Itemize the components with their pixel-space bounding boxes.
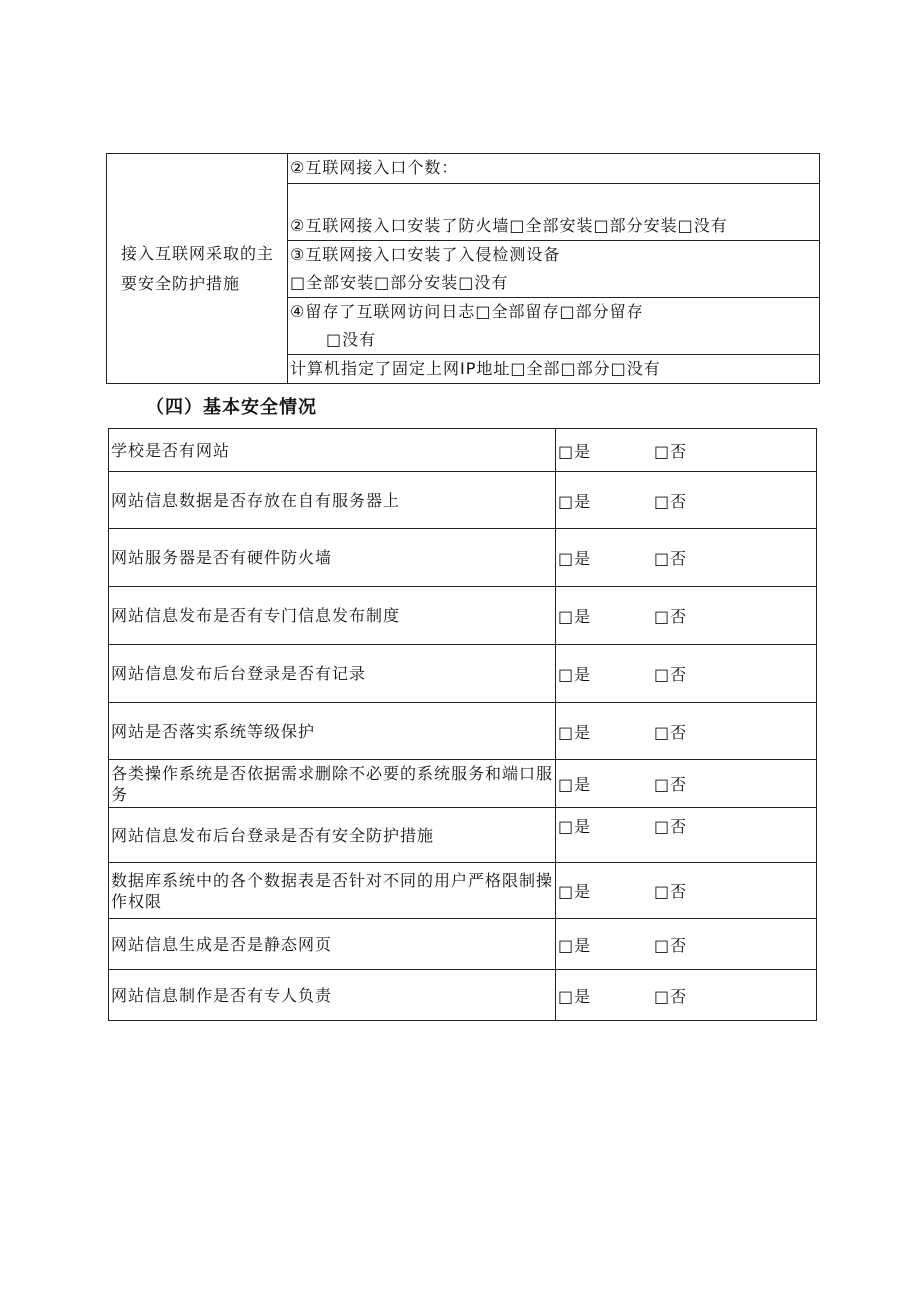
yes-option[interactable]: □是	[558, 986, 592, 1006]
question-cell: 网站信息数据是否存放在自有服务器上	[109, 472, 556, 529]
no-option[interactable]: □否	[654, 986, 688, 1006]
table-row	[109, 587, 817, 645]
ids-text: ③互联网接入口安装了入侵检测设备	[290, 245, 561, 264]
question-cell: 网站信息发布后台登录是否有记录	[109, 645, 556, 703]
yes-option[interactable]: □是	[558, 665, 592, 684]
blank-line	[288, 184, 819, 212]
answer-cell	[556, 429, 817, 472]
table-row	[109, 970, 817, 1021]
table-row	[109, 808, 817, 863]
answer-cell	[556, 970, 817, 1021]
table-row	[109, 472, 817, 529]
table-row	[109, 863, 817, 919]
measure-row-5	[288, 355, 820, 384]
no-option[interactable]: □否	[654, 549, 688, 568]
answer-cell	[556, 587, 817, 645]
yes-option[interactable]: □是	[558, 935, 592, 955]
no-option[interactable]: □否	[654, 775, 688, 794]
table-row	[109, 703, 817, 760]
no-option[interactable]: □否	[654, 491, 688, 511]
answer-cell	[556, 703, 817, 760]
table-row	[109, 919, 817, 970]
no-option[interactable]: □否	[654, 441, 688, 461]
yes-option[interactable]: □是	[558, 607, 592, 626]
yes-option[interactable]: □是	[558, 549, 592, 568]
yes-option[interactable]: □是	[558, 882, 592, 901]
question-cell: 网站是否落实系统等级保护	[109, 703, 556, 760]
question-cell: 网站信息生成是否是静态网页	[109, 919, 556, 970]
internet-security-table	[106, 153, 820, 384]
table-row	[109, 529, 817, 587]
answer-cell	[556, 645, 817, 703]
answer-cell	[556, 808, 817, 863]
answer-cell	[556, 760, 817, 808]
table-row	[109, 760, 817, 808]
question-cell: 各类操作系统是否依据需求删除不必要的系统服务和端口服务	[109, 760, 556, 808]
log-text: ④留存了互联网访问日志□全部留存□部分留存	[290, 302, 644, 321]
firewall-text: ②互联网接入口安装了防火墙□全部安装□部分安装□没有	[290, 216, 728, 235]
measures-label: 接入互联网采取的主要安全防护措施	[107, 154, 288, 384]
ids-options-text: □全部安装□部分安装□没有	[290, 273, 509, 292]
yes-option[interactable]: □是	[558, 817, 592, 836]
yes-option[interactable]: □是	[558, 722, 592, 742]
log-none-text: □没有	[326, 330, 377, 349]
question-cell: 网站信息制作是否有专人负责	[109, 970, 556, 1021]
basic-security-table	[108, 428, 817, 1021]
no-option[interactable]: □否	[654, 722, 688, 742]
fixed-ip-text: 计算机指定了固定上网IP地址□全部□部分□没有	[290, 359, 661, 378]
no-option[interactable]: □否	[654, 665, 688, 684]
no-option[interactable]: □否	[654, 935, 688, 955]
access-count-text: ②互联网接入口个数：	[290, 158, 459, 177]
yes-option[interactable]: □是	[558, 441, 592, 461]
question-cell: 网站服务器是否有硬件防火墙	[109, 529, 556, 587]
question-cell: 数据库系统中的各个数据表是否针对不同的用户严格限制操作权限	[109, 863, 556, 919]
no-option[interactable]: □否	[654, 607, 688, 626]
yes-option[interactable]: □是	[558, 775, 592, 794]
no-option[interactable]: □否	[654, 882, 688, 901]
question-cell: 网站信息发布是否有专门信息发布制度	[109, 587, 556, 645]
section-heading: （四）基本安全情况	[146, 397, 317, 418]
measure-row-1	[288, 154, 820, 184]
no-option[interactable]: □否	[654, 817, 688, 836]
question-cell: 网站信息发布后台登录是否有安全防护措施	[109, 808, 556, 863]
table-row	[109, 429, 817, 472]
yes-option[interactable]: □是	[558, 491, 592, 511]
question-cell: 学校是否有网站	[109, 429, 556, 472]
measure-row-3	[288, 241, 820, 298]
answer-cell	[556, 863, 817, 919]
answer-cell	[556, 529, 817, 587]
table-row	[109, 645, 817, 703]
answer-cell	[556, 919, 817, 970]
measure-row-2	[288, 184, 820, 241]
measure-row-4	[288, 298, 820, 355]
answer-cell	[556, 472, 817, 529]
